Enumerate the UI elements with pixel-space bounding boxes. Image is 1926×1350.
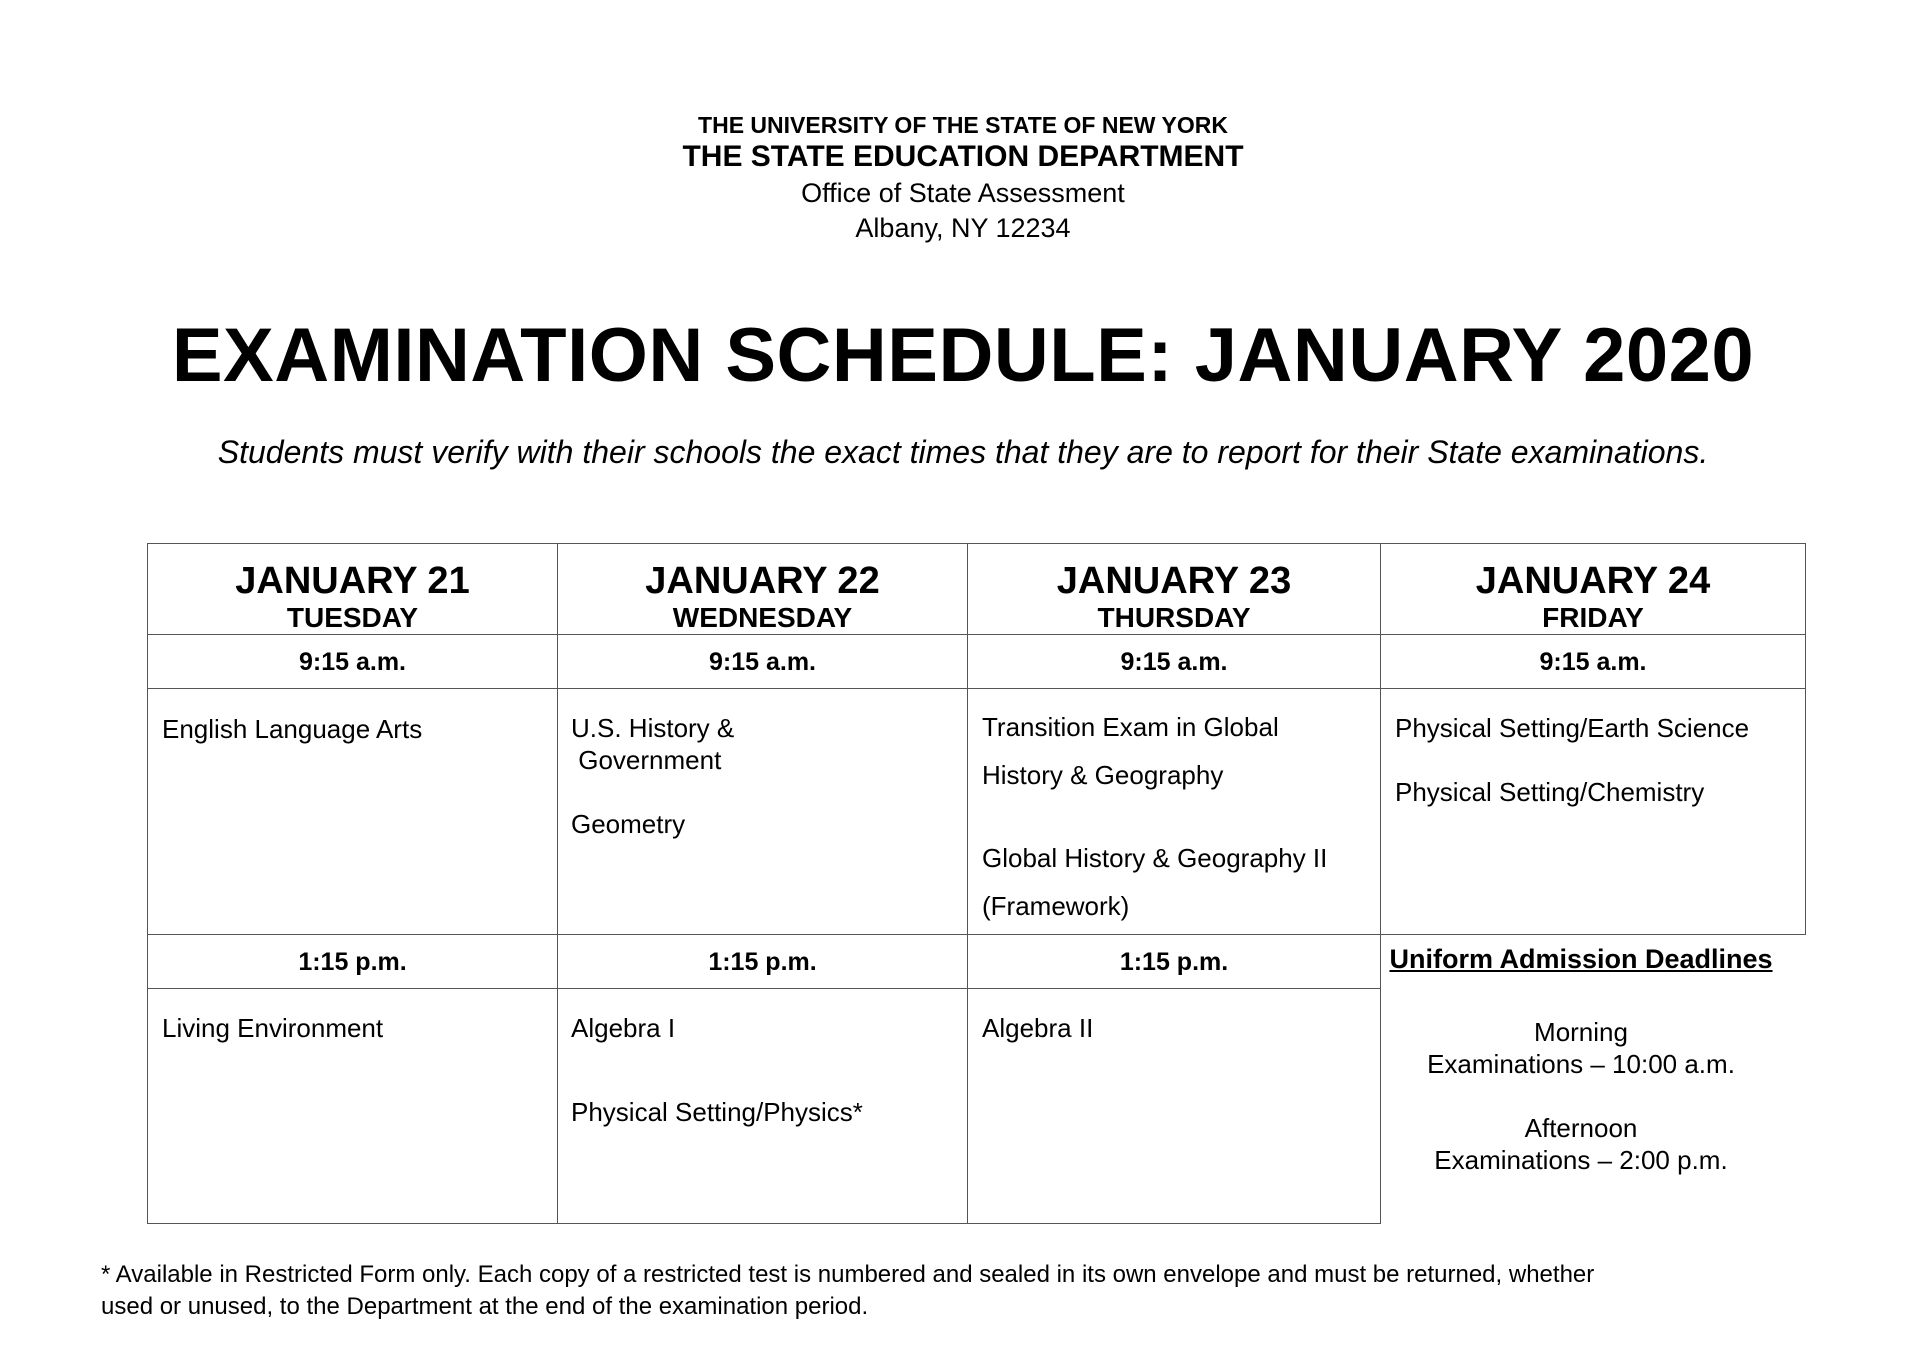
exam-name: Transition Exam in Global [982,712,1279,742]
exam-name: U.S. History & [571,713,735,743]
day-date: JANUARY 22 [645,560,880,602]
morning-time-cell [147,634,558,689]
afternoon-deadline-time: Examinations – 2:00 p.m. [1434,1145,1728,1175]
afternoon-exams-cell [557,988,968,1224]
uniform-admission-heading: Uniform Admission Deadlines [1389,944,1773,974]
time-label: 1:15 p.m. [1119,948,1229,976]
exam-name: Algebra I [571,1013,676,1043]
exam-name: History & Geography [982,760,1224,790]
exam-name: Global History & Geography II [982,843,1328,873]
morning-time-cell [557,634,968,689]
day-header-jan-23 [967,543,1381,635]
day-weekday: WEDNESDAY [672,602,853,633]
exam-name: Algebra II [982,1013,1094,1043]
footnote-line-1: * Available in Restricted Form only. Each copy of a restricted test is numbered and sealed in its own envelope and must be returned, whether [101,1261,1595,1288]
afternoon-time-cell [147,934,558,989]
page-title: EXAMINATION SCHEDULE: JANUARY 2020 [171,313,1755,398]
exam-name: Physical Setting/Earth Science [1395,713,1750,743]
page-subtitle: Students must verify with their schools the exact times that they are to report for their State examinations. [217,434,1709,470]
day-weekday: TUESDAY [286,602,419,633]
day-header-jan-24 [1380,543,1806,635]
morning-time-cell [1380,634,1806,689]
exam-name: Living Environment [162,1013,384,1043]
morning-exams-cell [147,688,558,935]
day-date: JANUARY 24 [1475,560,1711,602]
afternoon-deadline-label: Afternoon [1524,1113,1638,1143]
exam-name: (Framework) [982,891,1130,921]
time-label: 9:15 a.m. [298,648,406,676]
university-name: THE UNIVERSITY OF THE STATE OF NEW YORK [698,112,1228,138]
time-label: 9:15 a.m. [708,648,816,676]
morning-exams-cell [1380,688,1806,935]
footnote-line-2: used or unused, to the Department at the end of the examination period. [101,1293,869,1320]
day-weekday: FRIDAY [1542,602,1644,633]
day-header-jan-22 [557,543,968,635]
morning-time-cell [967,634,1381,689]
exam-name: Physical Setting/Chemistry [1395,777,1705,807]
morning-deadline-label: Morning [1534,1017,1628,1047]
morning-deadline-time: Examinations – 10:00 a.m. [1427,1049,1735,1079]
office-address: Albany, NY 12234 [855,213,1071,243]
morning-exams-cell [557,688,968,935]
day-date: JANUARY 21 [235,560,470,602]
time-label: 9:15 a.m. [1120,648,1228,676]
afternoon-exams-cell [967,988,1381,1224]
exam-name: Physical Setting/Physics* [571,1097,863,1127]
day-weekday: THURSDAY [1097,602,1251,633]
morning-exams-cell [967,688,1381,935]
time-label: 9:15 a.m. [1539,648,1647,676]
afternoon-time-cell [967,934,1381,989]
afternoon-exams-cell [147,988,558,1224]
exam-name: Geometry [571,809,686,839]
day-date: JANUARY 23 [1056,560,1292,602]
office-name: Office of State Assessment [801,178,1125,208]
day-header-jan-21 [147,543,558,635]
afternoon-time-cell [557,934,968,989]
exam-name: Government [571,745,722,775]
time-label: 1:15 p.m. [298,948,407,976]
time-label: 1:15 p.m. [708,948,817,976]
department-name: THE STATE EDUCATION DEPARTMENT [682,140,1244,173]
exam-name: English Language Arts [162,714,423,744]
